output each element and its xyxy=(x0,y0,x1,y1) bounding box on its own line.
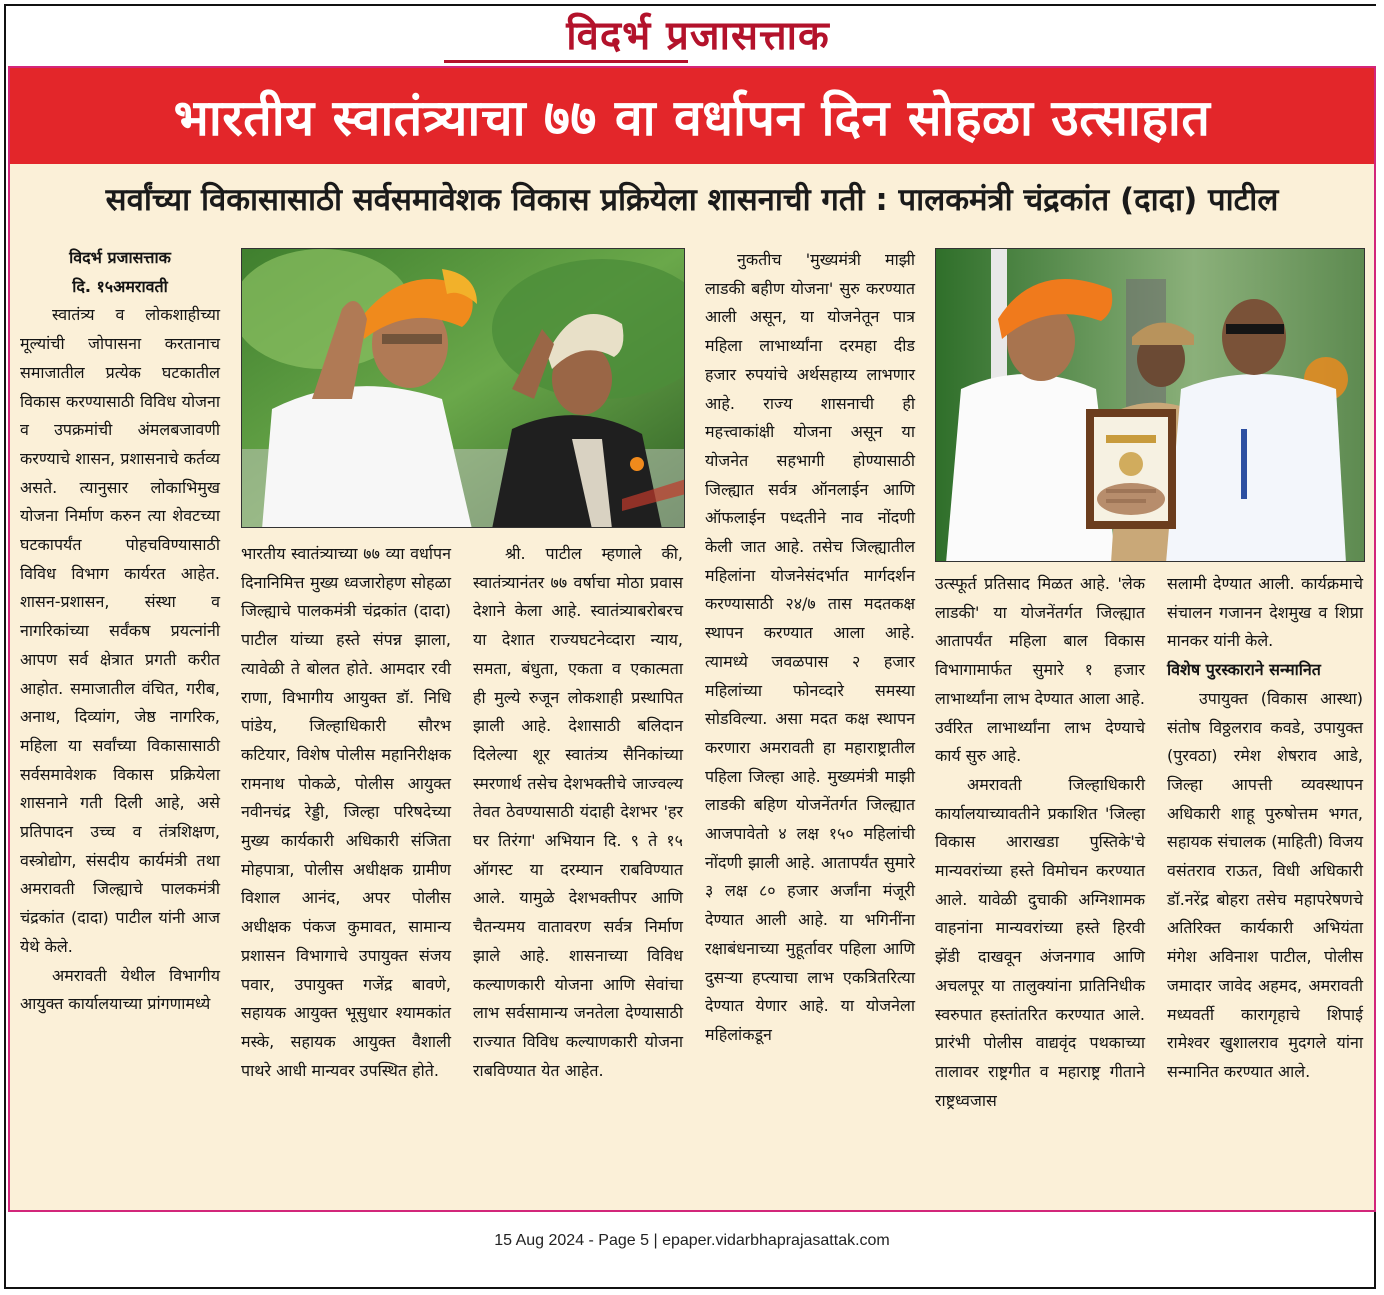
column-1-paragraph-1: स्वातंत्र्य व लोकशाहीच्या मूल्यांची जोपासना करतानाच समाजातील प्रत्येक घटकातील विकास करण्यासाठी विविध योजना व उपक्रमांची अंमलबजावणी करण्याचे शासन, प्रशासनाचे कर्तव्य असते. त्यानुसार लोकाभिमुख योजना निर्माण करुन त्या शेवटच्या घटकापर्यंत पोहचविण्यासाठी विविध विभाग कार्यरत आहेत. शासन-प्रशासन, संस्था व नागरिकांच्या सर्वंकष प्रयत्नांनी आपण सर्व क्षेत्रात प्रगती करीत आहोत. समाजातील वंचित, गरीब, अनाथ, दिव्यांग, जेष्ठ नागरिक, महिला या सर्वांच्या विकासासाठी सर्वसमावेशक विकास प्रक्रियेला शासनाने गती दिली आहे, असे प्रतिपादन उच्च व तंत्रशिक्षण, वस्त्रोद्योग, संसदीय कार्यमंत्री तथा अमरावती जिल्ह्याचे पालकमंत्री चंद्रकांत (दादा) पाटील यांनी आज येथे केले. xyxy=(20,305,220,956)
subheadline: सर्वांच्या विकासासाठी सर्वसमावेशक विकास प्रक्रियेला शासनाची गती : पालकमंत्री चंद्रकांत (दादा) पाटील xyxy=(105,182,1279,218)
column-4-paragraph: नुकतीच 'मुख्यमंत्री माझी लाडकी बहीण योजना' सुरु करण्यात आली असून, या योजनेतून पात्र महिला लाभार्थ्यांना दरमहा दीड हजार रुपयांचे अर्थसहाय्य लाभणार आहे. राज्य शासनाची ही महत्त्वाकांक्षी योजना असून या योजनेत सहभागी होण्यासाठी जिल्ह्यात सर्वत्र ऑनलाईन आणि ऑफलाईन पध्दतीने नाव नोंदणी केली जात आहे. तसेच जिल्ह्यातील महिलांना योजनेसंदर्भात मार्गदर्शन करण्यासाठी २४/७ तास मदतकक्ष स्थापन करण्यात आला आहे. त्यामध्ये जवळपास २ हजार महिलांच्या फोनव्दारे समस्या सोडविल्या. असा मदत कक्ष स्थापन करणारा अमरावती हा महाराष्ट्रातील पहिला जिल्हा आहे. मुख्यमंत्री माझी लाडकी बहिण योजनेंतर्गत जिल्ह्यात आजपावेतो ४ लक्ष १५० महिलांची नोंदणी झाली आहे. आतापर्यंत सुमारे ३ लक्ष ८० हजार अर्जांना मंजूरी देण्यात आली आहे. या भगिनींना रक्षाबंधनाच्या मुहूर्तावर पहिला आणि दुसऱ्या हप्त्याचा लाभ एकत्रितरित्या देण्यात येणार आहे. या योजनेला महिलांकडून xyxy=(705,250,915,1044)
column-6-paragraph-2: उपायुक्त (विकास आस्था) संतोष विठ्ठलराव कवडे, उपायुक्त (पुरवठा) रमेश शेषराव आडे, जिल्हा आपत्ती व्यवस्थापन अधिकारी शाहू पुरुषोत्तम भगत, सहायक संचालक (माहिती) विजय वसंतराव राऊत, विधी अधिकारी डॉ.नरेंद्र बोहरा तसेच महापरेषणचे अतिरिक्त कार्यकारी अभियंता मंगेश अविनाश पाटील, पोलीस जमादार जावेद अहमद, अमरावती मध्यवर्ती कारागृहाचे शिपाई रामेश्वर खुशालराव मुदगले यांना सन्मानित करण्यात आले. xyxy=(1167,688,1363,1081)
headline: भारतीय स्वातंत्र्याचा ७७ वा वर्धापन दिन सोहळा उत्साहात xyxy=(173,89,1211,147)
award-presentation-photo-illustration xyxy=(936,249,1365,562)
column-3-paragraph: श्री. पाटील म्हणाले की, स्वातंत्र्यानंतर ७७ वर्षाचा मोठा प्रवास देशाने केला आहे. स्वातंत्र्याबरोबरच या देशात राज्यघटनेव्दारा न्याय, समता, बंधुता, एकता व एकात्मता ही मुल्ये रुजून लोकशाही प्रस्थापित झाली आहे. देशासाठी बलिदान दिलेल्या शूर स्वातंत्र्य सैनिकांच्या स्मरणार्थ तसेच देशभक्तीचे जाज्वल्य तेवत ठेवण्यासाठी यंदाही देशभर 'हर घर तिरंगा' अभियान दि. ९ ते १५ ऑगस्ट या दरम्यान राबविण्यात आले. यामुळे देशभक्तीपर आणि चैतन्यमय वातावरण सर्वत्र निर्माण झाले आहे. शासनाच्या विविध कल्याणकारी योजना आणि सेवांचा लाभ सर्वसामान्य जनतेला देण्यासाठी राज्यात विविध कल्याणकारी योजना राबविण्यात येत आहेत. xyxy=(473,544,683,1080)
masthead xyxy=(6,6,1378,68)
dateline-date: दि. १५अमरावती xyxy=(72,276,168,296)
article-column-6 xyxy=(1167,570,1363,1087)
headline-banner xyxy=(10,68,1374,164)
article-column-4 xyxy=(705,246,915,1050)
column-5-paragraph-1: उत्स्फूर्त प्रतिसाद मिळत आहे. 'लेक लाडकी' या योजनेंतर्गत जिल्ह्यात आतापर्यंत महिला बाल विकास विभागामार्फत सुमारे १ हजार लाभार्थ्यांना लाभ देण्यात आला आहे. उर्वरित लाभार्थ्यांना लाभ देण्याचे कार्य सुरु आहे. xyxy=(935,574,1145,766)
award-presentation-photo xyxy=(935,248,1365,562)
dateline-source: विदर्भ प्रजासत्ताक xyxy=(69,248,171,267)
article-column-2 xyxy=(241,540,451,1085)
article-column-5 xyxy=(935,570,1145,1115)
article-column-3 xyxy=(473,540,683,1085)
column-6-paragraph-1: सलामी देण्यात आली. कार्यक्रमाचे संचालन गजानन देशमुख व शिप्रा मानकर यांनी केले. xyxy=(1167,574,1363,651)
page-footer: 15 Aug 2024 - Page 5 | epaper.vidarbhaprajasattak.com xyxy=(494,1232,890,1249)
column-5-paragraph-2: अमरावती जिल्हाधिकारी कार्यालयाच्यावतीने प्रकाशित 'जिल्हा विकास आराखडा पुस्तिके'चे मान्यवरांच्या हस्ते विमोचन करण्यात आले. यावेळी दुचाकी अग्निशामक वाहनांना मान्यवरांच्या हस्ते हिरवी झेंडी दाखवून अंजनगाव आणि अचलपूर या तालुक्यांना प्रातिनिधीक स्वरुपात हस्तांतरित करण्यात आले. प्रारंभी पोलीस वाद्यवृंद पथकाच्या तालावर राष्ट्रगीत व महाराष्ट्र गीताने राष्ट्रध्वजास xyxy=(935,774,1145,1110)
flag-salute-photo-illustration xyxy=(242,249,685,528)
article-column-1 xyxy=(20,244,220,1019)
column-1-paragraph-2: अमरावती येथील विभागीय आयुक्त कार्यालयाच्या प्रांगणामध्ये xyxy=(20,965,220,1014)
column-2-paragraph: भारतीय स्वातंत्र्याच्या ७७ व्या वर्धापन दिनानिमित्त मुख्य ध्वजारोहण सोहळा जिल्ह्याचे पालकमंत्री चंद्रकांत (दादा) पाटील यांच्या हस्ते संपन्न झाला, त्यावेळी ते बोलत होते. आमदार रवी राणा, विभागीय आयुक्त डॉ. निधि पांडेय, जिल्हाधिकारी सौरभ कटियार, विशेष पोलीस महानिरीक्षक रामनाथ पोकळे, पोलीस आयुक्त नवीनचंद्र रेड्डी, जिल्हा परिषदेच्या मुख्य कार्यकारी अधिकारी संजिता मोहपात्रा, पोलीस अधीक्षक ग्रामीण विशाल आनंद, अपर पोलीस अधीक्षक पंकज कुमावत, सामान्य प्रशासन विभागाचे उपायुक्त संजय पवार, उपायुक्त गजेंद्र बावणे, सहायक आयुक्त भूसुधार श्यामकांत मस्के, सहायक आयुक्त वैशाली पाथरे आधी मान्यवर उपस्थित होते. xyxy=(241,544,451,1080)
flag-salute-photo xyxy=(241,248,685,528)
masthead-rule xyxy=(444,60,688,63)
article-clipping xyxy=(8,66,1376,1212)
column-6-section-heading: विशेष पुरस्काराने सन्मानित xyxy=(1167,660,1321,680)
masthead-title: विदर्भ प्रजासत्ताक xyxy=(566,12,830,59)
